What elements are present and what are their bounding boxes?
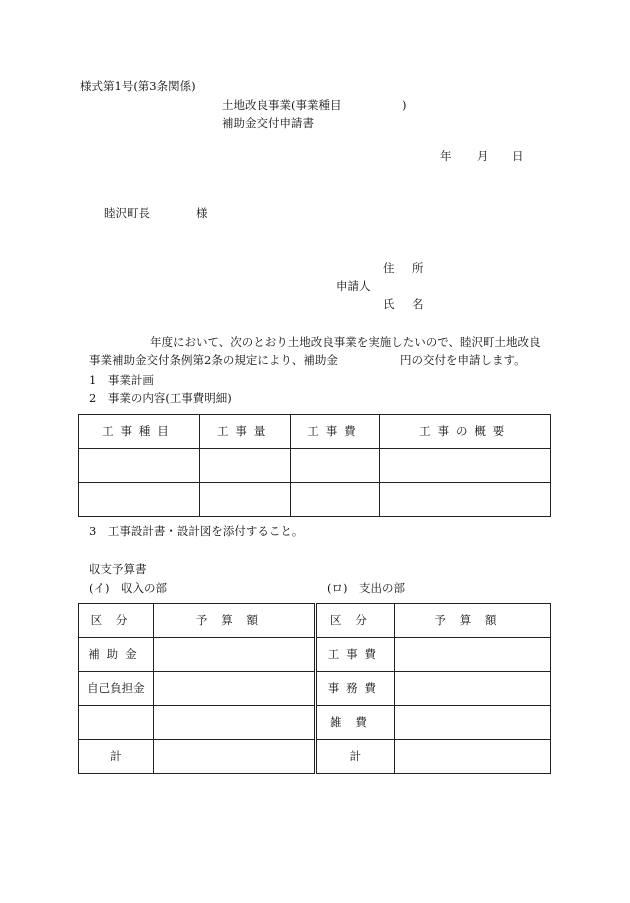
header-work-quantity: 工事量: [199, 415, 290, 449]
cell-work-quantity[interactable]: [199, 449, 290, 483]
income-total: 計: [79, 740, 154, 774]
date-year: 年: [440, 149, 452, 163]
table-row: [79, 483, 551, 517]
header-work-summary: 工事の概要: [380, 415, 551, 449]
income-subsidy: 補助金: [79, 638, 154, 672]
table-row: [79, 449, 551, 483]
expense-total: 計: [317, 740, 395, 774]
expense-amount-cell[interactable]: [394, 638, 550, 672]
income-self-pay: 自己負担金: [79, 672, 154, 706]
work-detail-table: [78, 414, 551, 517]
table-row: [317, 638, 551, 672]
form-id: 様式第1号(第3条関係): [80, 79, 196, 93]
date-month: 月: [477, 149, 489, 163]
table-row: [79, 706, 315, 740]
header-work-cost: 工事費: [290, 415, 380, 449]
date-day: 日: [512, 149, 524, 163]
table-row: [79, 740, 315, 774]
table-row: [317, 740, 551, 774]
applicant-address-label: 住 所: [383, 261, 431, 275]
expense-section-label: (ロ) 支出の部: [327, 581, 405, 595]
income-amount-cell[interactable]: [153, 638, 314, 672]
cell-work-summary[interactable]: [380, 483, 551, 517]
addressee-name: 睦沢町長: [104, 206, 150, 220]
title-line1: 土地改良事業(事業種目: [222, 98, 342, 112]
body-line2-b: 円の交付を申請します。: [400, 353, 526, 367]
header-amount: 予算額: [153, 604, 314, 638]
cell-work-type[interactable]: [79, 449, 200, 483]
cell-work-cost[interactable]: [290, 449, 380, 483]
expense-office: 事務費: [317, 672, 395, 706]
cell-work-cost[interactable]: [290, 483, 380, 517]
income-blank: [79, 706, 154, 740]
table-header-row: [79, 604, 315, 638]
expense-amount-cell[interactable]: [394, 672, 550, 706]
table-header-row: [79, 415, 551, 449]
body-line2-a: 事業補助金交付条例第2条の規定により、補助金: [89, 353, 338, 367]
expense-misc: 雑費: [317, 706, 395, 740]
income-table: [78, 603, 315, 774]
applicant-label: 申請人: [336, 279, 371, 293]
document-title: 補助金交付申請書: [222, 116, 314, 130]
header-amount: 予算額: [394, 604, 550, 638]
addressee-honorific: 様: [196, 206, 208, 220]
item-business-content: 2 事業の内容(工事費明細): [89, 391, 232, 405]
table-row: [317, 706, 551, 740]
applicant-name-label: 氏 名: [383, 297, 431, 311]
item-business-plan: 1 事業計画: [89, 373, 154, 387]
income-amount-cell[interactable]: [153, 672, 314, 706]
title-line1-close: ): [402, 98, 407, 112]
expense-construction: 工事費: [317, 638, 395, 672]
item-attach-design: 3 工事設計書・設計図を添付すること。: [89, 524, 304, 538]
body-line1: 年度において、次のとおり土地改良事業を実施したいので、睦沢町土地改良: [150, 335, 541, 349]
header-category: 区分: [79, 604, 154, 638]
table-header-row: [317, 604, 551, 638]
budget-title: 収支予算書: [89, 562, 147, 576]
cell-work-type[interactable]: [79, 483, 200, 517]
header-category: 区分: [317, 604, 395, 638]
cell-work-summary[interactable]: [380, 449, 551, 483]
expense-amount-cell[interactable]: [394, 706, 550, 740]
expense-amount-cell[interactable]: [394, 740, 550, 774]
table-row: [79, 638, 315, 672]
table-row: [79, 672, 315, 706]
expense-table: [316, 603, 551, 774]
income-amount-cell[interactable]: [153, 740, 314, 774]
table-row: [317, 672, 551, 706]
income-section-label: (イ) 収入の部: [89, 581, 167, 595]
cell-work-quantity[interactable]: [199, 483, 290, 517]
header-work-type: 工事種目: [79, 415, 200, 449]
income-amount-cell[interactable]: [153, 706, 314, 740]
